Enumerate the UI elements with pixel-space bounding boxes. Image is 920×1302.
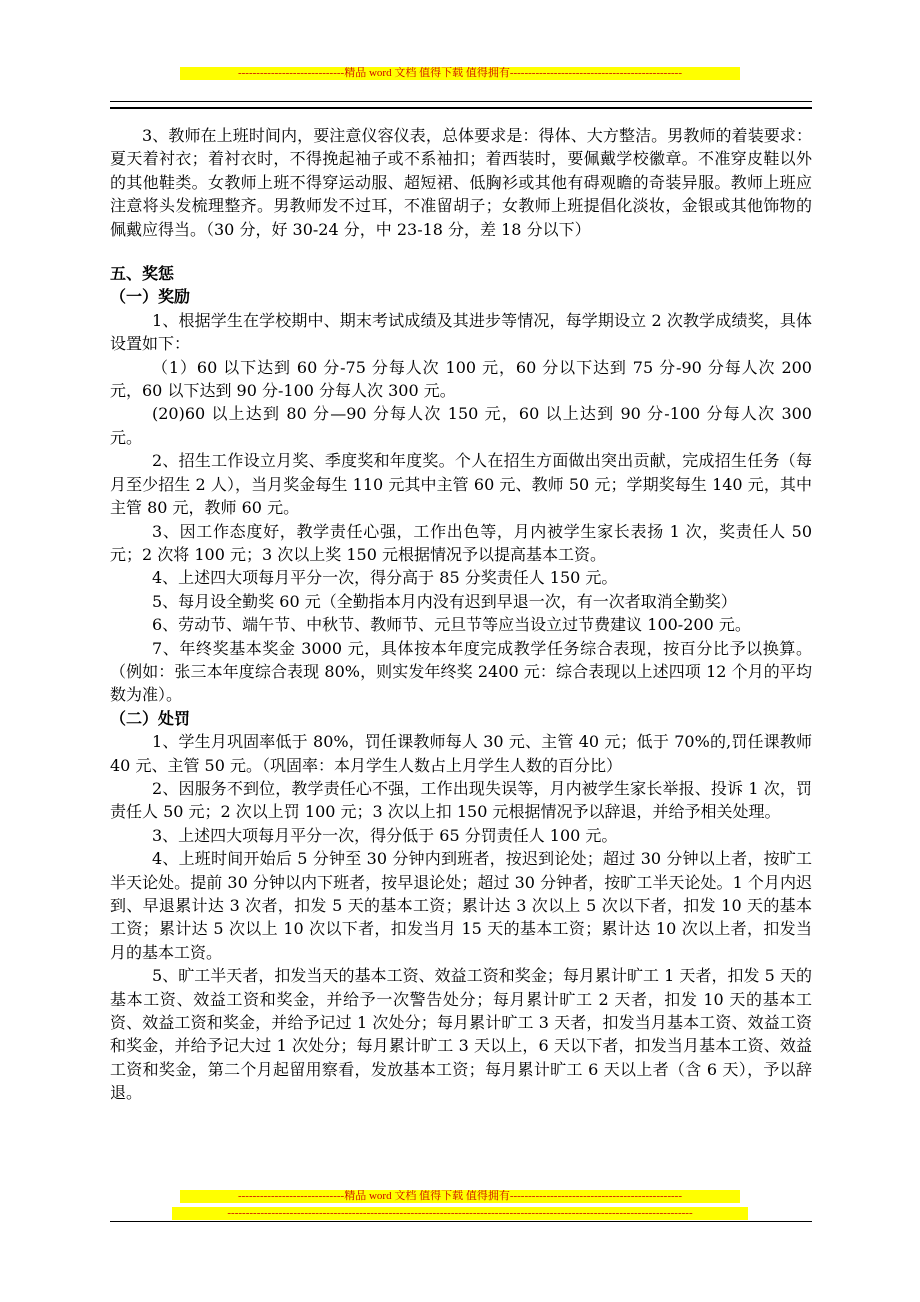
penalty-item-2: 2、因服务不到位，教学责任心不强，工作出现失误等，月内被学生家长举报、投诉 1 次，罚责任人 50 元；2 次以上罚 100 元；3 次以上扣 150 元根据情况予以辞退，并给予相关处理。 — [110, 778, 812, 822]
penalty-item-4: 4、上班时间开始后 5 分钟至 30 分钟内到班者，按迟到论处；超过 30 分钟以上者，按旷工半天论处。提前 30 分钟以内下班者，按早退论处；超过 30 分钟者，按旷工半天论处。1 个月内迟到、早退累计达 3 次者，扣发 5 天的基本工资；累计达 3 次以上 5 次以下者，扣发 10 天的基本工资；累计达 5 次以上 10 次以下者，扣发当月 15 天的基本工资；累计达 10 次以上者，扣发当月的基本工资。 — [110, 849, 812, 962]
reward-item-2: 2、招生工作设立月奖、季度奖和年度奖。个人在招生方面做出突出贡献，完成招生任务（每月至少招生 2 人），当月奖金每生 110 元其中主管 60 元、教师 50 元；学期奖每生 140 元，其中主管 80 元，教师 60 元。 — [110, 451, 812, 518]
reward-item-1b: (20)60 以上达到 80 分—90 分每人次 150 元，60 以上达到 90 分-100 分每人次 300 元。 — [110, 404, 812, 447]
section-heading-rewards-penalties: 五、奖惩 — [110, 264, 175, 284]
reward-item-1: 1、根据学生在学校期中、期末考试成绩及其进步等情况，每学期设立 2 次教学成绩奖，具体设置如下： — [110, 310, 812, 354]
reward-item-7: 7、年终奖基本奖金 3000 元，具体按本年度完成教学任务综合表现，按百分比予以换算。（例如：张三本年度综合表现 80%，则实发年终奖 2400 元：综合表现以上述四项 12 个月的平均数为准）。 — [110, 638, 812, 705]
subheading-rewards: （一）奖励 — [110, 287, 191, 307]
reward-item-5: 5、每月设全勤奖 60 元（全勤指本月内没有迟到早退一次，有一次者取消全勤奖） — [152, 591, 737, 611]
penalty-item-3: 3、上述四大项每月平分一次，得分低于 65 分罚责任人 100 元。 — [152, 825, 618, 845]
paragraph-dress-code: 3、教师在上班时间内，要注意仪容仪表，总体要求是：得体、大方整洁。男教师的着装要求：夏天着衬衣；着衬衣时，不得挽起袖子或不系袖扣；着西装时，要佩戴学校徽章。不准穿皮鞋以外的其他鞋类。女教师上班不得穿运动服、超短裙、低胸衫或其他有碍观瞻的奇装异服。教师上班应注意将头发梳理整齐。男教师发不过耳，不准留胡子；女教师上班提倡化淡妆，金银或其他饰物的佩戴应得当。（30 分，好 30-24 分，中 23-18 分，差 18 分以下） — [110, 126, 812, 239]
spacer — [110, 241, 812, 262]
subheading-penalties: （二）处罚 — [110, 708, 191, 728]
footer-banner: -----------------------------精品 word 文档 值得下载 值得拥有----------------------------------------------- — [180, 1190, 740, 1203]
header-rule-thick — [110, 107, 812, 109]
header-banner: -----------------------------精品 word 文档 值得下载 值得拥有----------------------------------------------- — [180, 67, 740, 80]
reward-item-1a: （1）60 以下达到 60 分-75 分每人次 100 元，60 分以下达到 75 分-90 分每人次 200 元，60 以下达到 90 分-100 分每人次 300 元。 — [110, 357, 812, 401]
penalty-item-1: 1、学生月巩固率低于 80%，罚任课教师每人 30 元、主管 40 元；低于 70%的,罚任课教师 40 元、主管 50 元。（巩固率：本月学生人数占上月学生人数的百分比） — [110, 732, 812, 775]
penalty-item-5: 5、旷工半天者，扣发当天的基本工资、效益工资和奖金；每月累计旷工 1 天者，扣发 5 天的基本工资、效益工资和奖金，并给予一次警告处分；每月累计旷工 2 天者，扣发 10 天的基本工资、效益工资和奖金，并给予记过 1 次处分；每月累计旷工 3 天者，扣发当月基本工资、效益工资和奖金，并给予记大过 1 次处分；每月累计旷工 3 天以上，6 天以下者，扣发当月基本工资、效益工资和奖金，第二个月起留用察看，发放基本工资；每月累计旷工 6 天以上者（含 6 天），予以辞退。 — [110, 966, 812, 1103]
reward-item-4: 4、上述四大项每月平分一次，得分高于 85 分奖责任人 150 元。 — [152, 568, 618, 588]
footer-banner-dashes: ------------------------------------------------------------------------------------------------------------------------------- — [172, 1207, 748, 1220]
reward-item-6: 6、劳动节、端午节、中秋节、教师节、元旦节等应当设立过节费建议 100-200 元。 — [152, 615, 751, 635]
reward-item-3: 3、因工作态度好，教学责任心强，工作出色等，月内被学生家长表扬 1 次，奖责任人 50 元；2 次将 100 元；3 次以上奖 150 元根据情况予以提高基本工资。 — [110, 521, 812, 564]
document-body — [110, 124, 812, 1105]
header-rule-thin — [110, 101, 812, 102]
footer-rule — [110, 1221, 812, 1222]
